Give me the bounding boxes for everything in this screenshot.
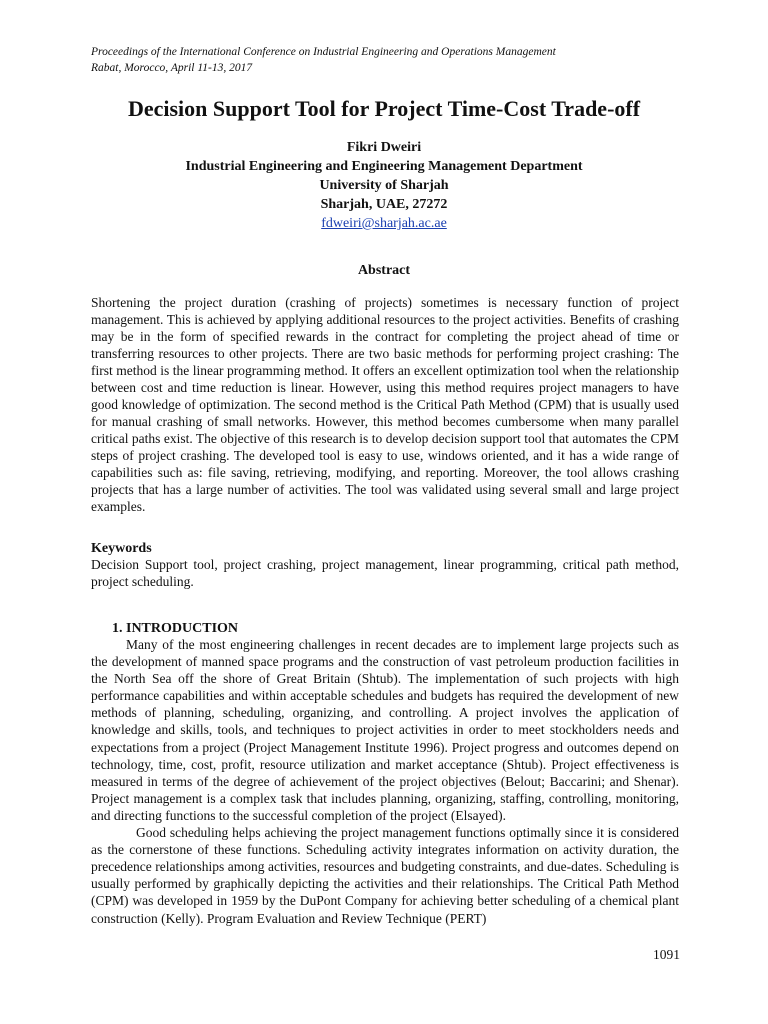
abstract-heading: Abstract [357, 263, 411, 278]
author-email-link[interactable]: fdweiri@sharjah.ac.ae [321, 216, 447, 231]
section-heading-introduction: 1. INTRODUCTION [112, 621, 239, 636]
intro-paragraph-2: Good scheduling helps achieving the project management functions optimally since it is considered as the cornerstone of these functions. Scheduling activity integrates information on activity duration, the precedence relationships among activities, resources and budgeting constraints, and due-dates. Scheduling is usually performed by graphically depicting the activities and their relationships. The Critical Path Method (CPM) was developed in 1959 by the DuPont Company for achieving better scheduling of a chemical plant construction (Kelly). Program Evaluation and Review Technique (PERT) [91, 825, 679, 926]
running-header [91, 44, 691, 76]
author-name: Fikri Dweiri [346, 140, 422, 155]
header-proceedings: Proceedings of the International Conference on Industrial Engineering and Operations Management [91, 46, 556, 58]
author-department: Industrial Engineering and Engineering Management Department [185, 159, 583, 174]
author-university: University of Sharjah [319, 178, 449, 193]
header-location: Rabat, Morocco, April 11-13, 2017 [91, 62, 253, 74]
intro-paragraph-1: Many of the most engineering challenges in recent decades are to implement large projects such as the development of manned space programs and the construction of vast petroleum production facilities in the North Sea off the shore of Great Britain (Shtub). The implementation of such projects with high performance capabilities and within acceptable schedules and budgets has required the development of new methods of planning, scheduling, organizing, and controlling. A project involves the application of knowledge and skills, tools, and techniques to project activities in order to meet stockholders needs and expectations from a project (Project Management Institute 1996). Project progress and outcomes depend on technology, time, cost, profit, resource utilization and market acceptance (Shtub). Project effectiveness is measured in terms of the degree of achievement of the project objectives (Belout; Baccarini; and Shenar). Project management is a complex task that includes planning, organizing, staffing, controlling, monitoring, and directing functions to the successful completion of the project (Elsayed). [91, 637, 679, 823]
keywords-text: Decision Support tool, project crashing, project management, linear programming, critical path method, project scheduling. [91, 557, 679, 589]
introduction-body [91, 636, 679, 927]
page-number: 1091 [653, 947, 680, 962]
paper-title: Decision Support Tool for Project Time-Cost Trade-off [127, 96, 641, 121]
author-block [0, 138, 768, 233]
author-address: Sharjah, UAE, 27272 [320, 197, 448, 212]
keywords-heading: Keywords [91, 541, 152, 556]
abstract-text: Shortening the project duration (crashing of projects) sometimes is necessary function of project management. This is achieved by applying additional resources to the project activities. Benefits of crashing may be in the form of specified rewards in the contract for completing the project ahead of time or transferring resources to other projects. There are two basic methods for performing project crashing: The first method is the linear programming method. It offers an excellent optimization tool when the relationship between cost and time reduction is linear. However, using this method requires project managers to have good knowledge of optimization. The second method is the Critical Path Method (CPM) that is usually used for manual crashing of small networks. However, this method becomes cumbersome when many parallel critical paths exist. The objective of this research is to develop decision support tool that automates the CPM steps of project crashing. The developed tool is easy to use, windows oriented, and it has a wide range of capabilities such as: file saving, retrieving, modifying, and reporting. Moreover, the tool allows crashing projects that has a large number of activities. The tool was validated using several small and large project examples. [91, 295, 679, 514]
